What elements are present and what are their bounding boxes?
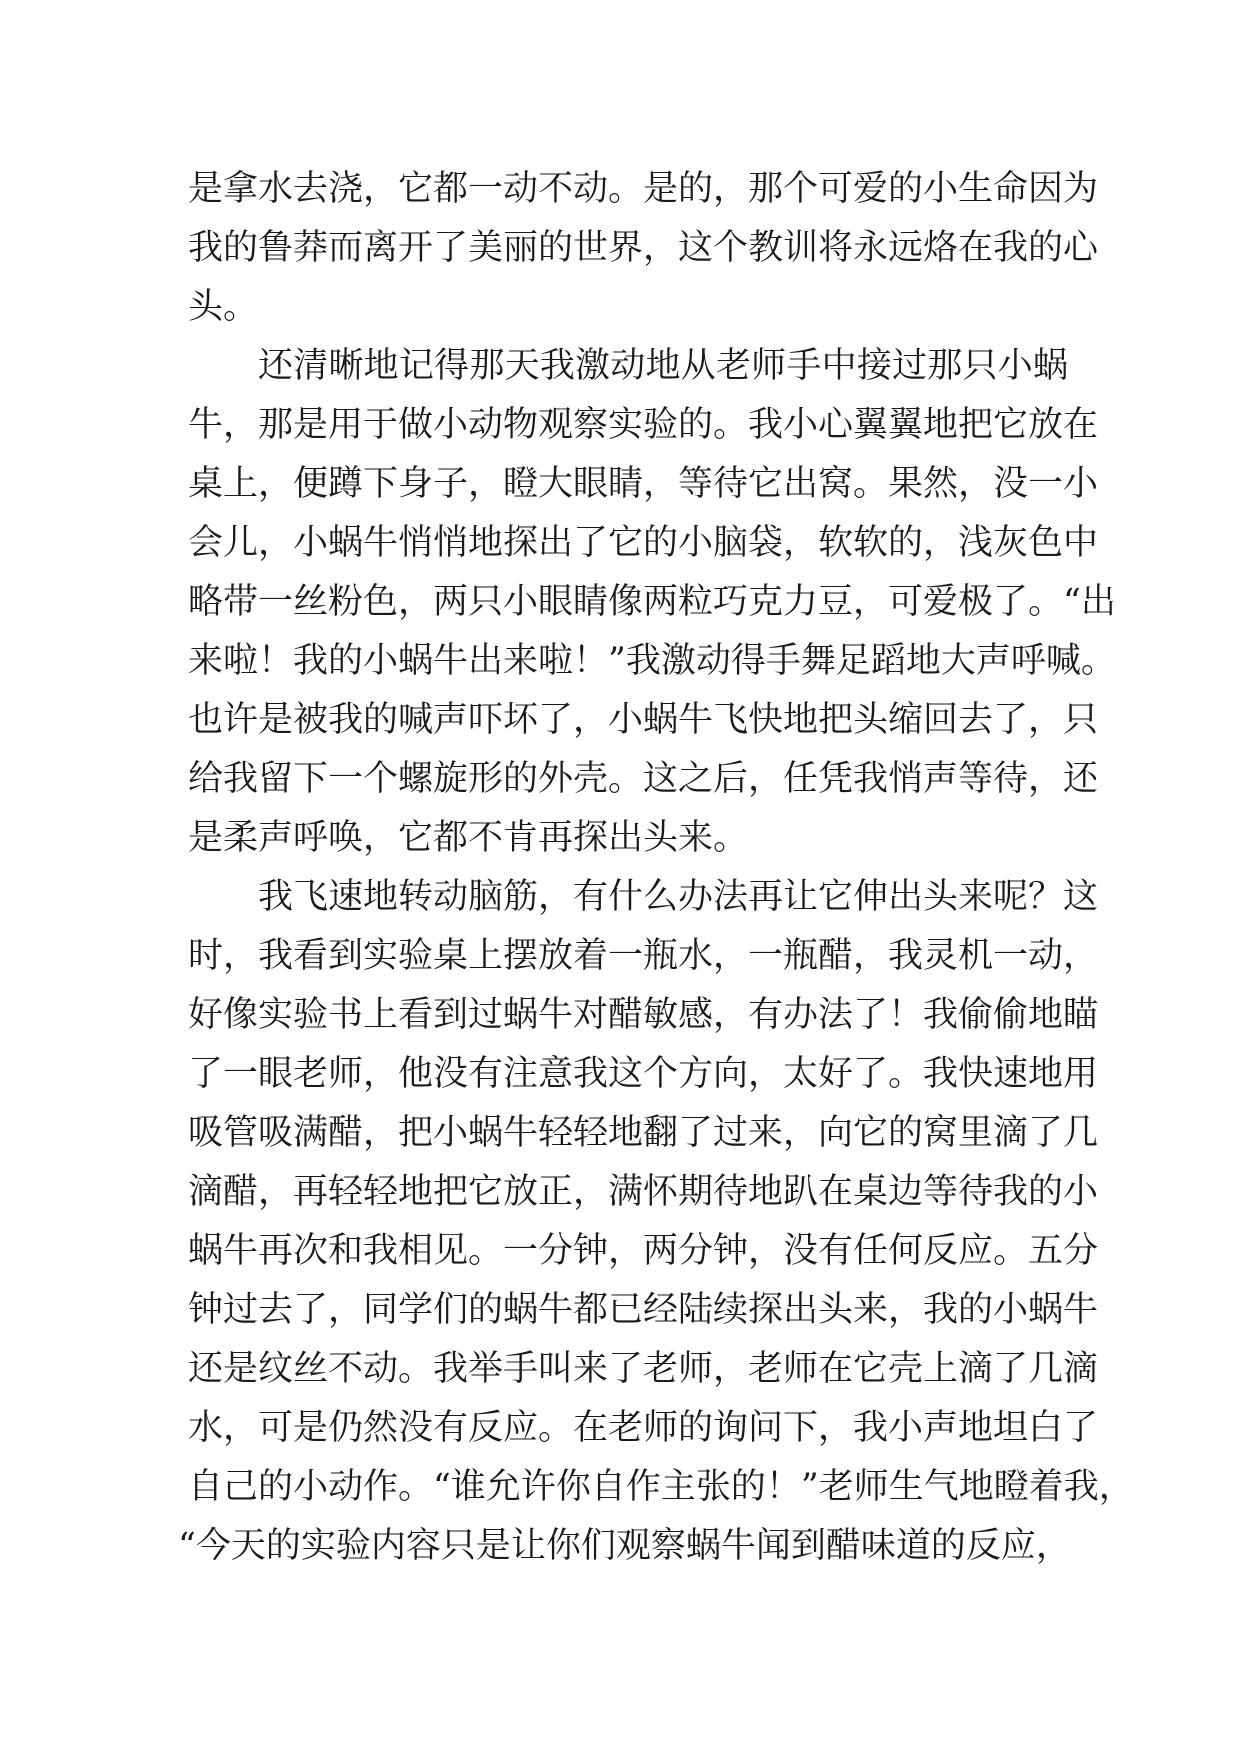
text-line: 头。 <box>188 287 259 327</box>
text-line: 了一眼老师，他没有注意我这个方向，太好了。我快速地用 <box>188 1054 1099 1094</box>
text-line: 好像实验书上看到过蜗牛对醋敏感，有办法了！我偷偷地瞄 <box>188 995 1099 1035</box>
text-line: “今天的实验内容只是让你们观察蜗牛闻到醋味道的反应， <box>178 1526 1071 1566</box>
text-line: 是柔声呼唤，它都不肯再探出头来。 <box>188 818 749 858</box>
text-line: 给我留下一个螺旋形的外壳。这之后，任凭我悄声等待，还 <box>188 759 1099 799</box>
text-line: 吸管吸满醋，把小蜗牛轻轻地翻了过来，向它的窝里滴了几 <box>188 1113 1099 1153</box>
body-text <box>178 160 1134 1576</box>
text-line: 略带一丝粉色，两只小眼睛像两粒巧克力豆，可爱极了。“出 <box>188 582 1116 622</box>
text-line: 时，我看到实验桌上摆放着一瓶水，一瓶醋，我灵机一动， <box>188 936 1099 976</box>
text-line: 自己的小动作。“谁允许你自作主张的！”老师生气地瞪着我， <box>188 1467 1134 1507</box>
text-line: 水，可是仍然没有反应。在老师的询问下，我小声地坦白了 <box>188 1408 1099 1448</box>
text-line: 也许是被我的喊声吓坏了，小蜗牛飞快地把头缩回去了，只 <box>188 700 1099 740</box>
text-line: 钟过去了，同学们的蜗牛都已经陆续探出头来，我的小蜗牛 <box>188 1290 1099 1330</box>
text-line: 还是纹丝不动。我举手叫来了老师，老师在它壳上滴了几滴 <box>188 1349 1099 1389</box>
paragraph-first-line: 我飞速地转动脑筋，有什么办法再让它伸出头来呢？这 <box>258 877 1099 917</box>
text-line: 蜗牛再次和我相见。一分钟，两分钟，没有任何反应。五分 <box>188 1231 1099 1271</box>
text-line: 牛，那是用于做小动物观察实验的。我小心翼翼地把它放在 <box>188 405 1099 445</box>
text-line: 滴醋，再轻轻地把它放正，满怀期待地趴在桌边等待我的小 <box>188 1172 1099 1212</box>
text-line: 我的鲁莽而离开了美丽的世界，这个教训将永远烙在我的心 <box>188 228 1099 268</box>
text-line: 来啦！我的小蜗牛出来啦！”我激动得手舞足蹈地大声呼喊。 <box>188 641 1116 681</box>
text-line: 会儿，小蜗牛悄悄地探出了它的小脑袋，软软的，浅灰色中 <box>188 523 1099 563</box>
text-line: 是拿水去浇，它都一动不动。是的，那个可爱的小生命因为 <box>188 169 1099 209</box>
text-line: 桌上，便蹲下身子，瞪大眼睛，等待它出窝。果然，没一小 <box>188 464 1099 504</box>
paragraph-first-line: 还清晰地记得那天我激动地从老师手中接过那只小蜗 <box>258 346 1068 386</box>
